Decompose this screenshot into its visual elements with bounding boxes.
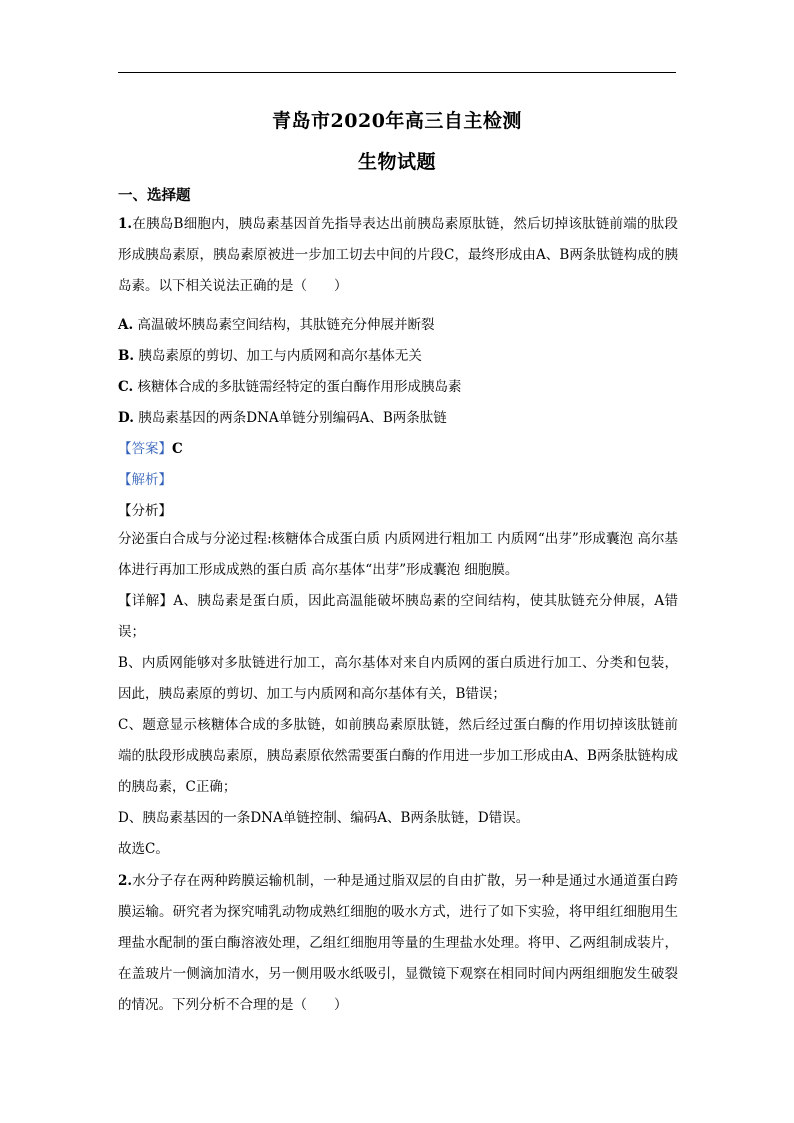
page-subtitle: 生物试题 bbox=[357, 151, 436, 173]
fenxi-text: 分泌蛋白合成与分泌过程:核糖体合成蛋白质 内质网进行粗加工 内质网“出芽”形成囊泡 高尔基体进行再加工形成成熟的蛋白质 高尔基体“出芽”形成囊泡 细胞膜。 bbox=[118, 531, 678, 578]
option-b: B. 胰岛素原的剪切、加工与内质网和高尔基体无关 bbox=[118, 348, 422, 364]
answer-value: C bbox=[172, 441, 183, 457]
option-a: A. 高温破坏胰岛素空间结构，其肽链充分伸展并断裂 bbox=[118, 317, 435, 333]
fenxi-label: 【分析】 bbox=[118, 503, 172, 519]
conclusion: 故选C。 bbox=[118, 841, 169, 857]
page-title: 青岛市2020年高三自主检测 bbox=[272, 110, 522, 132]
header-rule bbox=[118, 72, 676, 73]
question-stem: 在胰岛B细胞内，胰岛素基因首先指导表达出前胰岛素原肽链，然后切掉该肽链前端的肽段形成胰岛素原，胰岛素原被进一步加工切去中间的片段C，最终形成由A、B两条肽链构成的胰岛素。以下相关说法正确的是（ ） bbox=[118, 216, 678, 294]
xiangjie-d: D、胰岛素基因的一条DNA单链控制、编码A、B两条肽链，D错误。 bbox=[118, 810, 530, 826]
question-1 bbox=[118, 209, 678, 302]
section-heading: 一、选择题 bbox=[118, 187, 191, 204]
answer-label: 【答案】 bbox=[118, 441, 172, 457]
answer bbox=[118, 437, 183, 457]
xiangjie-a: 【详解】A、胰岛素是蛋白质，因此高温能破坏胰岛素的空间结构，使其肽链充分伸展，A错误； bbox=[118, 593, 679, 640]
xiangjie-b: B、内质网能够对多肽链进行加工，高尔基体对来自内质网的蛋白质进行加工、分类和包装，因此，胰岛素原的剪切、加工与内质网和高尔基体有关，B错误； bbox=[118, 655, 678, 702]
question-stem: 水分子存在两种跨膜运输机制，一种是通过脂双层的自由扩散，另一种是通过水通道蛋白跨膜运输。研究者为探究哺乳动物成熟红细胞的吸水方式，进行了如下实验，将甲组红细胞用生理盐水配制的蛋白酶溶液处理，乙组红细胞用等量的生理盐水处理。将甲、乙两组制成装片，在盖玻片一侧滴加清水，另一侧用吸水纸吸引，显微镜下观察在相同时间内两组细胞发生破裂的情况。下列分析不合理的是（ ） bbox=[118, 873, 678, 1013]
xiangjie-c: C、题意显示核糖体合成的多肽链，如前胰岛素原肽链，然后经过蛋白酶的作用切掉该肽链前端的肽段形成胰岛素原，胰岛素原依然需要蛋白酶的作用进一步加工形成由A、B两条肽链构成的胰岛素，C正确； bbox=[118, 717, 678, 795]
question-number: 1. bbox=[118, 216, 133, 232]
option-d: D. 胰岛素基因的两条DNA单链分别编码A、B两条肽链 bbox=[118, 410, 447, 426]
jiexi-label: 【解析】 bbox=[118, 472, 172, 488]
option-c: C. 核糖体合成的多肽链需经特定的蛋白酶作用形成胰岛素 bbox=[118, 379, 462, 395]
question-2 bbox=[118, 866, 678, 1021]
question-number: 2. bbox=[118, 873, 133, 889]
xiangjie-label: 【详解】 bbox=[118, 593, 174, 609]
